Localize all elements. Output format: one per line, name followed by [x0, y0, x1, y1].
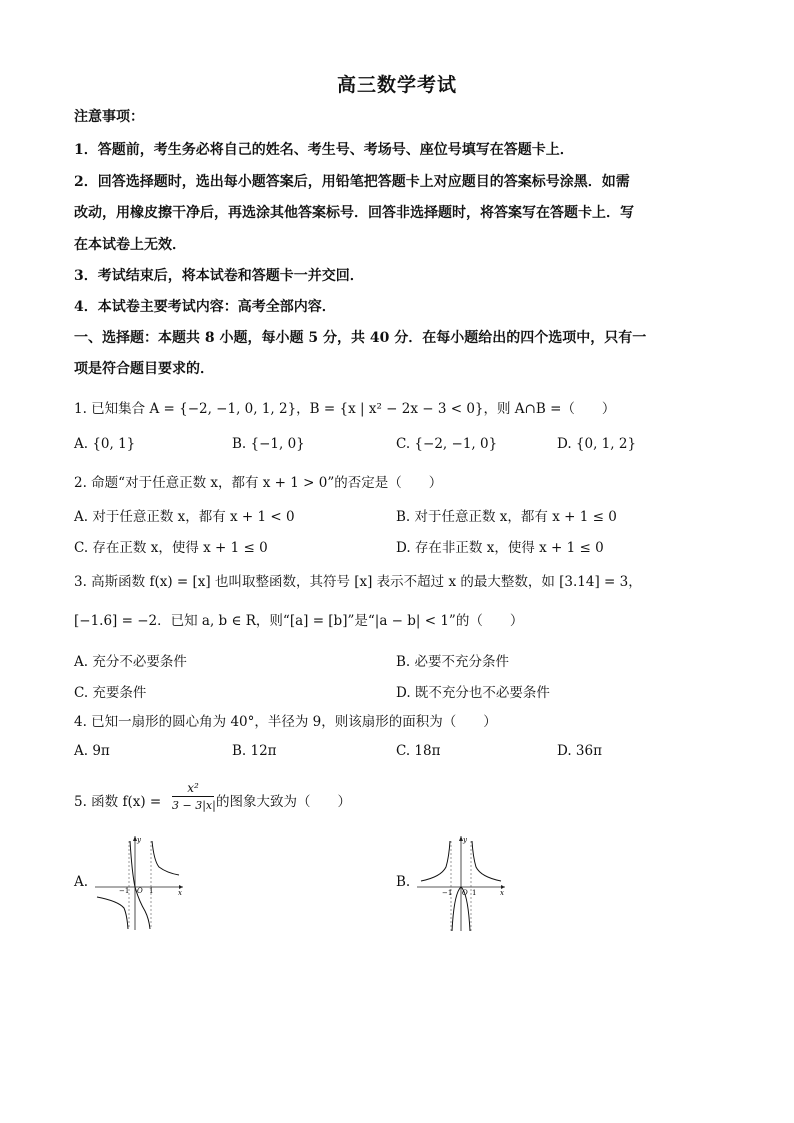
notice-item-3: 3．考试结束后，将本试卷和答题卡一并交回．: [74, 268, 364, 284]
curve-middle: [130, 841, 150, 929]
question-4-option-c[interactable]: C. 18π: [396, 743, 441, 759]
question-4-stem: 4. 已知一扇形的圆心角为 40°，半径为 9，则该扇形的面积为（ ）: [74, 714, 497, 730]
label-y: y: [137, 836, 141, 844]
label-y: y: [463, 836, 467, 844]
question-3-option-b[interactable]: B. 必要不充分条件: [396, 654, 510, 670]
section-heading-line-2: 项是符合题目要求的．: [74, 361, 214, 377]
question-5-fraction: [172, 780, 214, 815]
graph-a-svg: [93, 833, 185, 931]
curve-right: [472, 841, 501, 881]
notice-item-4: 4．本试卷主要考试内容：高考全部内容．: [74, 299, 336, 315]
question-5-option-a[interactable]: A.: [74, 874, 89, 890]
section-heading-line-1: 一、选择题：本题共 8 小题，每小题 5 分，共 40 分．在每小题给出的四个选项中，只有一: [74, 330, 647, 346]
label-origin: O: [462, 889, 468, 897]
question-1-option-b[interactable]: B. {−1, 0}: [232, 436, 305, 452]
question-1-stem: 1. 已知集合 A = {−2, −1, 0, 1, 2}，B = {x | x² − 2x − 3 < 0}，则 A∩B =（ ）: [74, 401, 616, 417]
question-4-option-d[interactable]: D. 36π: [557, 743, 602, 759]
notice-item-2-line-3: 在本试卷上无效．: [74, 237, 186, 253]
notice-item-1: 1．答题前，考生务必将自己的姓名、考生号、考场号、座位号填写在答题卡上．: [74, 142, 574, 158]
question-3-stem-line-2: [−1.6] = −2．已知 a, b ∈ R，则“[a] = [b]”是“|a − b| < 1”的（ ）: [74, 613, 524, 629]
question-3-stem-line-1: 3. 高斯函数 f(x) = [x] 也叫取整函数，其符号 [x] 表示不超过 x 的最大整数，如 [3.14] = 3，: [74, 574, 642, 590]
label-pos1: 1: [472, 889, 477, 897]
question-3-option-a[interactable]: A. 充分不必要条件: [74, 654, 187, 670]
label-neg1: −1: [442, 889, 453, 897]
label-pos1: 1: [149, 887, 154, 895]
label-origin: O: [137, 887, 143, 895]
question-1-option-d[interactable]: D. {0, 1, 2}: [557, 436, 637, 452]
notice-item-2-line-1: 2．回答选择题时，选出每小题答案后，用铅笔把答题卡上对应题目的答案标号涂黑．如需: [74, 174, 630, 190]
question-5-stem-prefix: 5. 函数 f(x) =: [74, 794, 162, 810]
question-2-option-c[interactable]: C. 存在正数 x，使得 x + 1 ≤ 0: [74, 540, 268, 556]
question-4-option-b[interactable]: B. 12π: [232, 743, 277, 759]
question-4-option-a[interactable]: A. 9π: [74, 743, 110, 759]
fraction-numerator: x²: [187, 781, 199, 795]
question-2-option-d[interactable]: D. 存在非正数 x，使得 x + 1 ≤ 0: [396, 540, 604, 556]
curve-left: [97, 897, 128, 929]
curve-left: [421, 841, 450, 881]
page-title: 高三数学考试: [336, 74, 457, 96]
question-3-option-d[interactable]: D. 既不充分也不必要条件: [396, 685, 550, 701]
curve-right: [152, 841, 179, 875]
label-neg1: −1: [119, 887, 130, 895]
question-1-option-c[interactable]: C. {−2, −1, 0}: [396, 436, 498, 452]
notice-item-2-line-2: 改动，用橡皮擦干净后，再选涂其他答案标号．回答非选择题时，将答案写在答题卡上．写: [74, 205, 634, 221]
question-5-graph-b[interactable]: [415, 833, 507, 933]
graph-b-svg: [415, 833, 507, 933]
notice-heading: 注意事项：: [74, 109, 144, 125]
question-5-stem-suffix: 的图象大致为（ ）: [216, 794, 351, 810]
question-2-option-b[interactable]: B. 对于任意正数 x，都有 x + 1 ≤ 0: [396, 509, 617, 525]
question-5-option-b[interactable]: B.: [396, 874, 411, 890]
fraction-denominator: 3 − 3|x|: [172, 796, 214, 815]
question-3-option-c[interactable]: C. 充要条件: [74, 685, 147, 701]
label-x: x: [178, 889, 182, 897]
question-2-option-a[interactable]: A. 对于任意正数 x，都有 x + 1 < 0: [74, 509, 295, 525]
question-2-stem: 2. 命题“对于任意正数 x，都有 x + 1 > 0”的否定是（ ）: [74, 475, 443, 491]
question-1-option-a[interactable]: A. {0, 1}: [74, 436, 136, 452]
label-x: x: [500, 889, 504, 897]
question-5-graph-a[interactable]: [93, 833, 185, 931]
